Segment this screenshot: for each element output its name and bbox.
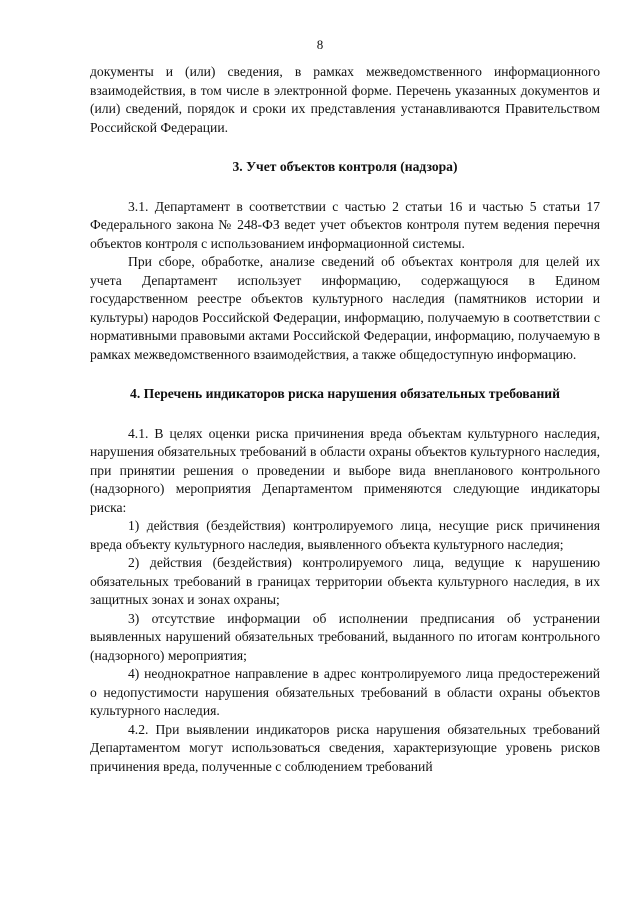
section-4-heading: 4. Перечень индикаторов риска нарушения обязательных требований (130, 386, 560, 401)
paragraph-continuation: документы и (или) сведения, в рамках межведомственного информационного взаимодействия, в том числе в электронной форме. Перечень указанных документов и (или) сведений, порядок и сроки их представления устанавливаются Правительством Российской Федерации. (90, 64, 600, 135)
paragraph-3-2: При сборе, обработке, анализе сведений об объектах контроля для целей их учета Департамент использует информацию, содержащуюся в Едином государственном реестре объектов культурного наследия (памятников истории и культуры) народов Российской Федерации, информацию, получаемую в соответствии с нормативными правовыми актами Российской Федерации, информацию, получаемую в рамках межведомственного взаимодействия, а также общедоступную информацию. (90, 254, 600, 362)
paragraph-4-2: 4.2. При выявлении индикаторов риска нарушения обязательных требований Департаментом могут использоваться сведения, характеризующие уровень рисков причинения вреда, полученные с соблюдением требований (90, 721, 600, 774)
list-item-4-1-2: 2) действия (бездействия) контролируемого лица, ведущие к нарушению обязательных требований в границах территории объекта культурного наследия, в их защитных зонах и зонах охраны; (90, 555, 600, 607)
list-item-4-1-3: 3) отсутствие информации об исполнении предписания об устранении выявленных нарушений обязательных требований, выданного по итогам контрольного (надзорного) мероприятия; (90, 610, 600, 663)
list-item-4-1-1: 1) действия (бездействия) контролируемого лица, несущие риск причинения вреда объекту культурного наследия, выявленного объекта культурного наследия; (90, 518, 600, 552)
section-3-heading: 3. Учет объектов контроля (надзора) (232, 159, 458, 174)
list-item-4-1-4: 4) неоднократное направление в адрес контролируемого лица предостережений о недопустимости нарушения обязательных требований в области охраны объектов культурного наследия. (90, 666, 600, 718)
paragraph-4-1: 4.1. В целях оценки риска причинения вреда объектам культурного наследия, нарушения обязательных требований в области охраны объектов культурного наследия, при принятии решения о проведении и выборе вида внепланового контрольного (надзорного) мероприятия Департаментом применяются следующие индикаторы риска: (90, 425, 600, 515)
page-number: 8 (316, 37, 324, 52)
paragraph-3-1: 3.1. Департамент в соответствии с частью 2 статьи 16 и частью 5 статьи 17 Федерального закона № 248-ФЗ ведет учет объектов контроля путем ведения перечня объектов контроля с использованием информационной системы. (90, 198, 600, 251)
document-body (90, 63, 600, 776)
